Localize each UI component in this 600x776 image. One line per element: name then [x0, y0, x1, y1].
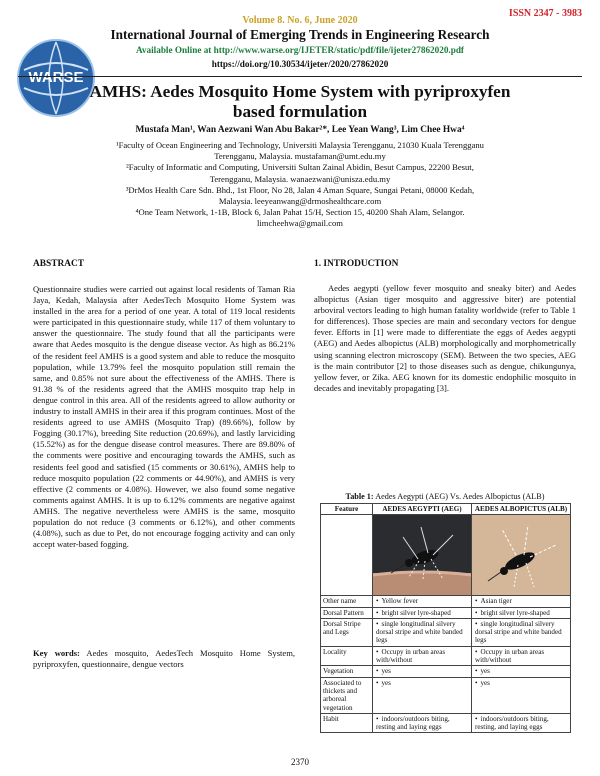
- affiliations: [60, 140, 540, 230]
- table-cell-alb: • indoors/outdoors biting, resting, and laying eggs: [472, 713, 571, 733]
- table-cell-aeg: • yes: [373, 666, 472, 677]
- table-row: [321, 618, 571, 646]
- introduction-heading: 1. INTRODUCTION: [314, 259, 399, 269]
- table-cell-aeg: • Yellow fever: [373, 596, 472, 607]
- table-row: [321, 596, 571, 607]
- volume-info: Volume 8. No. 6, June 2020: [242, 15, 358, 26]
- doi-link[interactable]: https://doi.org/10.30534/ijeter/2020/27862020: [211, 59, 389, 69]
- available-online-link[interactable]: Available Online at http://www.warse.org/IJETER/static/pdf/file/ijeter27862020.pdf: [135, 45, 464, 55]
- header-divider: [18, 76, 582, 77]
- table-cell-aeg: • indoors/outdoors biting, resting and laying eggs: [373, 713, 472, 733]
- table-cell-feature: Habit: [321, 713, 373, 733]
- paper-title-line: based formulation: [232, 102, 368, 121]
- affiliation-line: Terengganu, Malaysia. mustafaman@umt.edu.my: [214, 151, 386, 162]
- table-cell-alb: • bright silver lyre-shaped: [472, 607, 571, 618]
- table-cell-aeg: • yes: [373, 677, 472, 713]
- abstract-body: Questionnaire studies were carried out against local residents of Taman Ria Jaya, Kedah, Malaysia after AedesTech Mosquito Home System was installed in the area for a period of one year. A total of 119 local residents were participated in this questionnaire study, while 117 of them voluntary to answer the questionnaire. The study found that all the participants were aware that Aedes mosquito is the dengue disease vector. As high as 86.21% of the resident feel AMHS is a good system and able to reduce the mosquito population, while 13.79% feel the mosquito population still remain the same, and 0.85% not sure about the effectiveness of the AMHS. There is 91.38 % of the residents agreed that the AMHS mosquito trap help in dengue control in this area. All of the residents agreed to allow authority or industry to install AMHS in their area if this program continues. Most of the residents agreed to use AMHS (Mosquito Trap) (89.66%), follow by Fogging (30.17%), breeding Site reduction (20.69%), and lastly larviciding (15.52%) as for the dengue disease control measures. There are 89.80% of the comments were positive and encouraging towards the AMHS, such as residents feel good and satisfied (15 comments or 30.61%), AMHS help to reduce mosquito population (22 comments or 44.90%), and AMHS is very effective (2 comments or 4.08%). However, we also found some negative comments against AMHS. It is up to 6.12% comments are negative against AMHS. The negative nevertheless were AMHS is the same, mosquito population do not reduce (3 comments or 6.12%), and other comments (4.08%), such as due to Pet, do not encourage fogging activity and can only accept water-based fogging.: [33, 284, 295, 550]
- table-cell-alb: • yes: [472, 666, 571, 677]
- table-header: AEDES AEGYPTI (AEG): [373, 504, 472, 515]
- table-row: [321, 607, 571, 618]
- table-caption-label: Table 1:: [345, 492, 374, 501]
- aedes-albopictus-photo: [472, 515, 571, 596]
- affiliation-line: ⁴One Team Network, 1-1B, Block 6, Jalan Pahat 15/H, Section 15, 40200 Shah Alam, Selangor.: [135, 207, 465, 218]
- affiliation-line: limcheehwa@gmail.com: [257, 218, 343, 229]
- table-caption-text: Aedes Aegypti (AEG) Vs. Aedes Albopictus (ALB): [373, 492, 545, 501]
- table-cell-feature: Other name: [321, 596, 373, 607]
- table-cell-aeg: • single longitudinal silvery dorsal stripe and white banded legs: [373, 618, 472, 646]
- table-cell: [321, 515, 373, 596]
- paper-title: [0, 82, 600, 122]
- affiliation-line: ²Faculty of Informatic and Computing, Universiti Sultan Zainal Abidin, Besut Campus, 22200 Besut,: [126, 162, 474, 173]
- affiliation-line: ¹Faculty of Ocean Engineering and Technology, Universiti Malaysia Terengganu, 21030 Kuala Terengganu: [116, 140, 484, 150]
- journal-title: International Journal of Emerging Trends in Engineering Research: [110, 27, 490, 42]
- table-row: [321, 666, 571, 677]
- affiliation-line: Terengganu, Malaysia. wanaezwani@unisza.edu.my: [209, 173, 391, 184]
- abstract-heading: ABSTRACT: [33, 259, 85, 269]
- table-cell-feature: Locality: [321, 646, 373, 666]
- table-cell-alb: • yes: [472, 677, 571, 713]
- table-cell-feature: Dorsal Stripe and Legs: [321, 618, 373, 646]
- table-row: [321, 713, 571, 733]
- page-number: 2370: [291, 757, 309, 767]
- table-cell-feature: Dorsal Pattern: [321, 607, 373, 618]
- table-caption: [314, 492, 576, 501]
- keywords-text: Aedes mosquito, AedesTech Mosquito Home System, pyriproxyfen, questionnaire, dengue vectors: [33, 648, 295, 670]
- paper-title-line: AMHS: Aedes Mosquito Home System with pyriproxyfen: [89, 82, 511, 101]
- table-cell-aeg: • Occupy in urban areas with/without: [373, 646, 472, 666]
- table-image-row: [321, 515, 571, 596]
- table-row: [321, 646, 571, 666]
- table-header: AEDES ALBOPICTUS (ALB): [472, 504, 571, 515]
- table-header-row: [321, 504, 571, 515]
- affiliation-line: ³DrMos Health Care Sdn. Bhd., 1st Floor, No 28, Jalan 4 Aman Square, Sungai Petani, 08000 Kedah,: [125, 184, 475, 195]
- table-cell-feature: Associated to thickets and arboreal vegetation: [321, 677, 373, 713]
- aedes-aegypti-photo: [373, 515, 472, 596]
- table-cell-aeg: • bright silver lyre-shaped: [373, 607, 472, 618]
- authors: Mustafa Man¹, Wan Aezwani Wan Abu Bakar²*, Lee Yean Wang³, Lim Chee Hwa⁴: [135, 125, 465, 135]
- table-cell-feature: Vegetation: [321, 666, 373, 677]
- table-row: [321, 677, 571, 713]
- table-cell-alb: • single longitudinal silvery dorsal stripe and white banded legs: [472, 618, 571, 646]
- logo-text: WARSE: [28, 69, 84, 86]
- affiliation-line: Malaysia. leeyeanwang@drmoshealthcare.com: [218, 196, 382, 207]
- table-header: Feature: [321, 504, 373, 515]
- table-cell-alb: • Occupy in urban areas with/without: [472, 646, 571, 666]
- comparison-table: [320, 503, 571, 733]
- keywords: [33, 648, 295, 670]
- issn: ISSN 2347 - 3983: [508, 8, 582, 19]
- table-cell-alb: • Asian tiger: [472, 596, 571, 607]
- introduction-body: Aedes aegypti (yellow fever mosquito and sneaky biter) and Aedes albopictus (Asian tiger mosquito and aggressive biter) are potential arboviral vectors leading to high human fatality worldwide (refer to Table 1 for differences). Those species are main and secondary vectors for dengue fever. Efforts in [1] were made to differentiate the eggs of Aedes aegypti (AEG) and Aedes albopictus (ALB) morphologically and morphometrically using scanning electron microscopy (SEM). Between the two species, AEG is the main contributor [2] to those diseases such as dengue, chikungunya, yellow fever, or Zika. AEG known for its domestic endophilic mosquito in decades and inevitably propagating [3].: [314, 283, 576, 393]
- keywords-label: Key words:: [33, 648, 80, 658]
